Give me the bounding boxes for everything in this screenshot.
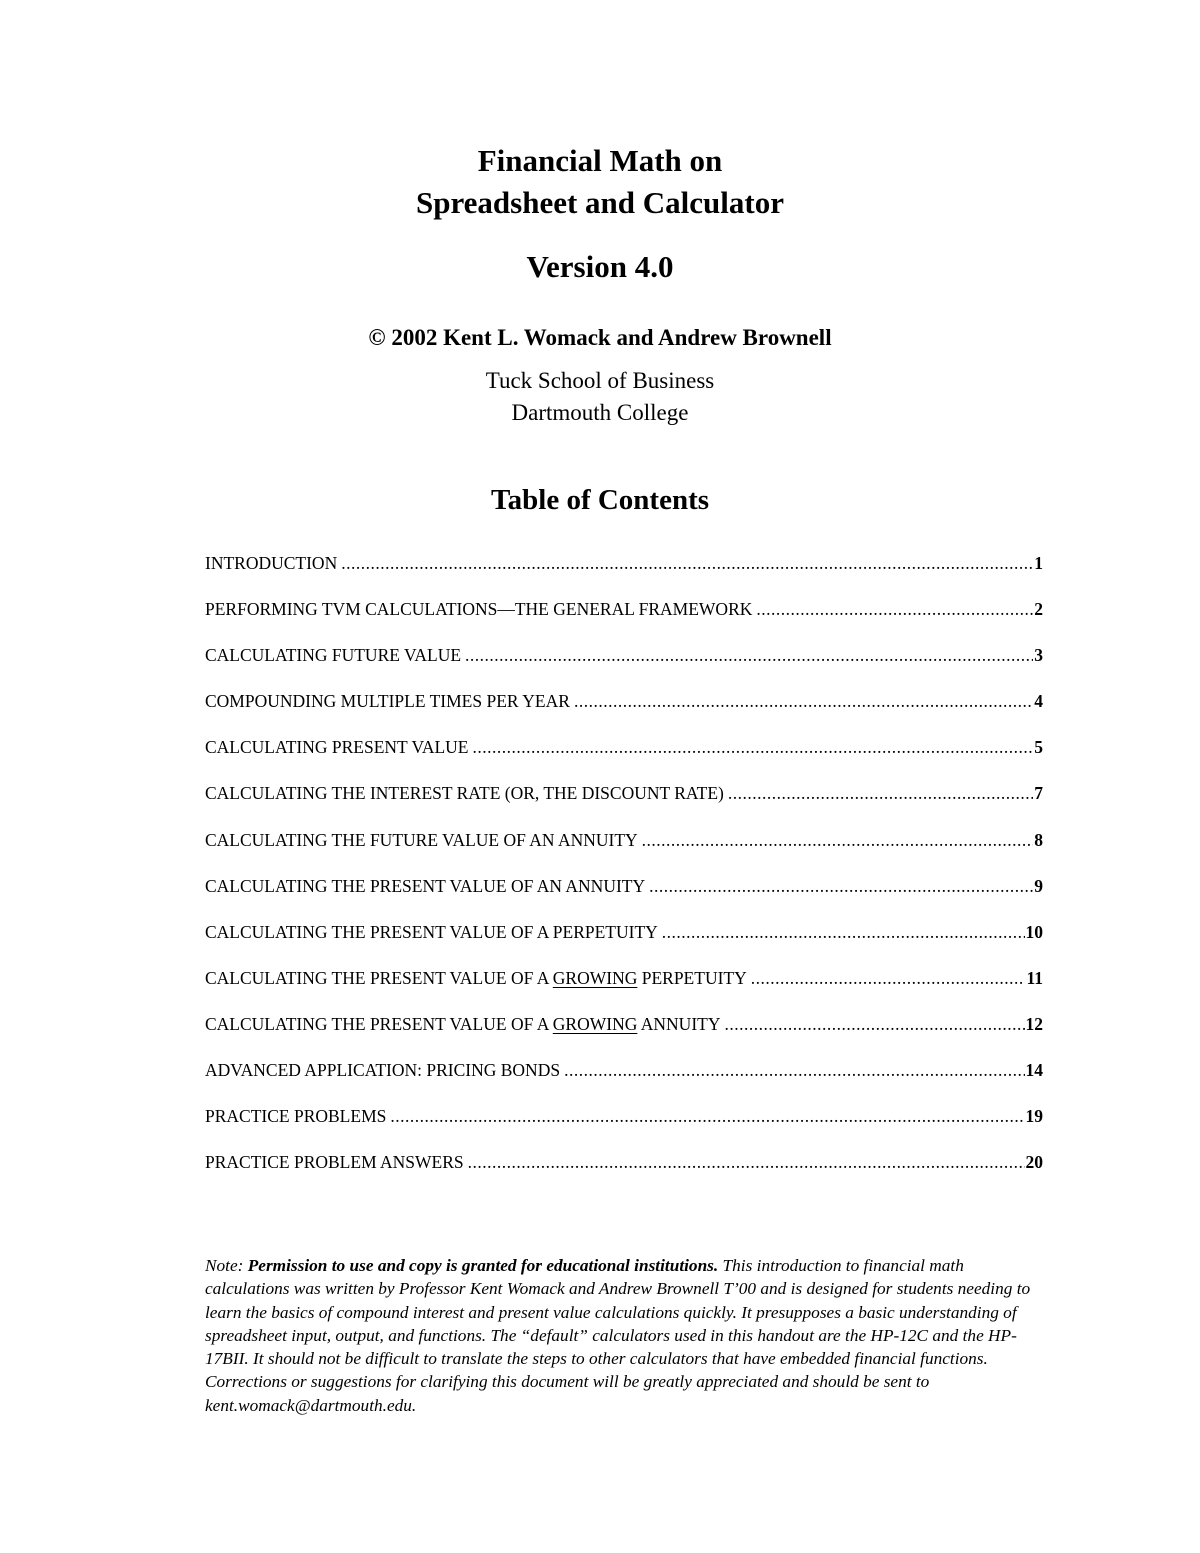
toc-entry-page: 12 xyxy=(1025,1013,1043,1034)
toc-label-prefix: CALCULATING THE PRESENT VALUE OF A xyxy=(205,1013,553,1034)
toc-leader-dots xyxy=(465,640,1033,670)
toc-entry[interactable] xyxy=(205,917,1043,963)
toc-entry-label xyxy=(205,1009,724,1039)
toc-leader-dots xyxy=(564,1055,1024,1085)
toc-entry[interactable] xyxy=(205,594,1043,640)
toc-entry-page: 1 xyxy=(1034,553,1043,573)
toc-leader-dots xyxy=(390,1101,1024,1131)
toc-entry[interactable] xyxy=(205,825,1043,871)
toc-entry[interactable] xyxy=(205,1101,1043,1147)
toc-entry[interactable] xyxy=(205,963,1043,1009)
toc-entry[interactable] xyxy=(205,1147,1043,1193)
permission-note xyxy=(205,1254,1043,1417)
toc-heading: Table of Contents xyxy=(490,484,710,516)
toc-entry-page: 4 xyxy=(1034,691,1043,712)
toc-label-suffix: ANNUITY xyxy=(637,1013,721,1034)
toc-entry-label: ADVANCED APPLICATION: PRICING BONDS xyxy=(205,1060,561,1081)
title-line-2: Spreadsheet and Calculator xyxy=(415,185,784,220)
toc-entry-page: 8 xyxy=(1034,829,1043,850)
toc-entry-page: 5 xyxy=(1034,737,1043,758)
toc-entry-label: CALCULATING THE PRESENT VALUE OF A PERPETUITY xyxy=(205,921,658,942)
toc-entry-label: PRACTICE PROBLEMS xyxy=(205,1106,387,1127)
toc-entry[interactable] xyxy=(205,778,1043,824)
toc-entry-label: PRACTICE PROBLEM ANSWERS xyxy=(205,1152,464,1173)
toc-entry-page: 9 xyxy=(1034,875,1043,896)
note-permission: Permission to use and copy is granted for educational institutions. xyxy=(247,1256,719,1275)
toc-entry[interactable] xyxy=(205,548,1043,594)
toc-entry[interactable] xyxy=(205,686,1043,732)
toc-label-emphasis: GROWING xyxy=(552,1013,638,1034)
toc-entry[interactable] xyxy=(205,1055,1043,1101)
affiliation xyxy=(0,365,1200,429)
toc-entry-page: 14 xyxy=(1025,1060,1043,1081)
toc-entry-label: CALCULATING THE PRESENT VALUE OF AN ANNUITY xyxy=(205,875,646,896)
toc-entry[interactable] xyxy=(205,871,1043,917)
toc-label-emphasis: GROWING xyxy=(552,967,638,988)
toc-leader-dots xyxy=(662,917,1025,947)
toc-entry-label: INTRODUCTION xyxy=(205,553,338,573)
college-name: Dartmouth College xyxy=(511,400,689,425)
toc-entry-label xyxy=(205,963,751,993)
toc-entry-page: 10 xyxy=(1025,921,1043,942)
toc-leader-dots xyxy=(649,871,1033,901)
toc-entry-label: CALCULATING THE INTEREST RATE (OR, THE DISCOUNT RATE) xyxy=(205,783,724,804)
toc-entry-label: CALCULATING THE FUTURE VALUE OF AN ANNUITY xyxy=(205,829,638,850)
toc-label-suffix: PERPETUITY xyxy=(637,967,747,988)
document-title xyxy=(0,140,1200,224)
toc-entry-page: 20 xyxy=(1025,1152,1043,1173)
toc-leader-dots xyxy=(724,1009,1024,1039)
toc-entry-page: 2 xyxy=(1034,599,1043,620)
toc-entry[interactable] xyxy=(205,732,1043,778)
title-line-1: Financial Math on xyxy=(477,143,723,178)
version-label: Version 4.0 xyxy=(526,249,674,284)
toc-entry-page: 7 xyxy=(1034,783,1043,804)
toc-entry-label: CALCULATING FUTURE VALUE xyxy=(205,645,462,666)
school-name: Tuck School of Business xyxy=(485,368,715,393)
toc-leader-dots xyxy=(574,686,1033,716)
toc-leader-dots xyxy=(468,1147,1025,1177)
toc-entry-page: 11 xyxy=(1026,967,1043,988)
copyright-line: © 2002 Kent L. Womack and Andrew Brownell xyxy=(368,325,832,350)
table-of-contents xyxy=(205,548,1043,1193)
toc-leader-dots xyxy=(341,548,1033,578)
toc-leader-dots xyxy=(751,963,1026,993)
toc-entry-label: PERFORMING TVM CALCULATIONS—THE GENERAL FRAMEWORK xyxy=(205,599,753,620)
toc-label-prefix: CALCULATING THE PRESENT VALUE OF A xyxy=(205,967,553,988)
toc-leader-dots xyxy=(473,732,1034,762)
toc-entry-label: CALCULATING PRESENT VALUE xyxy=(205,737,469,758)
toc-entry[interactable] xyxy=(205,640,1043,686)
toc-leader-dots xyxy=(642,825,1034,855)
toc-leader-dots xyxy=(728,778,1033,808)
toc-entry-page: 3 xyxy=(1034,645,1043,666)
toc-leader-dots xyxy=(756,594,1033,624)
toc-entry-label: COMPOUNDING MULTIPLE TIMES PER YEAR xyxy=(205,691,570,712)
toc-entry-page: 19 xyxy=(1025,1106,1043,1127)
note-prefix: Note: xyxy=(205,1256,248,1275)
note-body: This introduction to financial math calculations was written by Professor Kent Womack and Andrew Brownell T’00 and is designed for students needing to learn the basics of compound interest and present value calculations quickly. It presupposes a basic understanding of spreadsheet input, output, and functions. The “default” calculators used in this handout are the HP-12C and the HP-17BII. It should not be difficult to translate the steps to other calculators that have embedded financial functions. Corrections or suggestions for clarifying this document will be greatly appreciated and should be sent to kent.womack@dartmouth.edu. xyxy=(205,1256,1031,1415)
toc-entry[interactable] xyxy=(205,1009,1043,1055)
